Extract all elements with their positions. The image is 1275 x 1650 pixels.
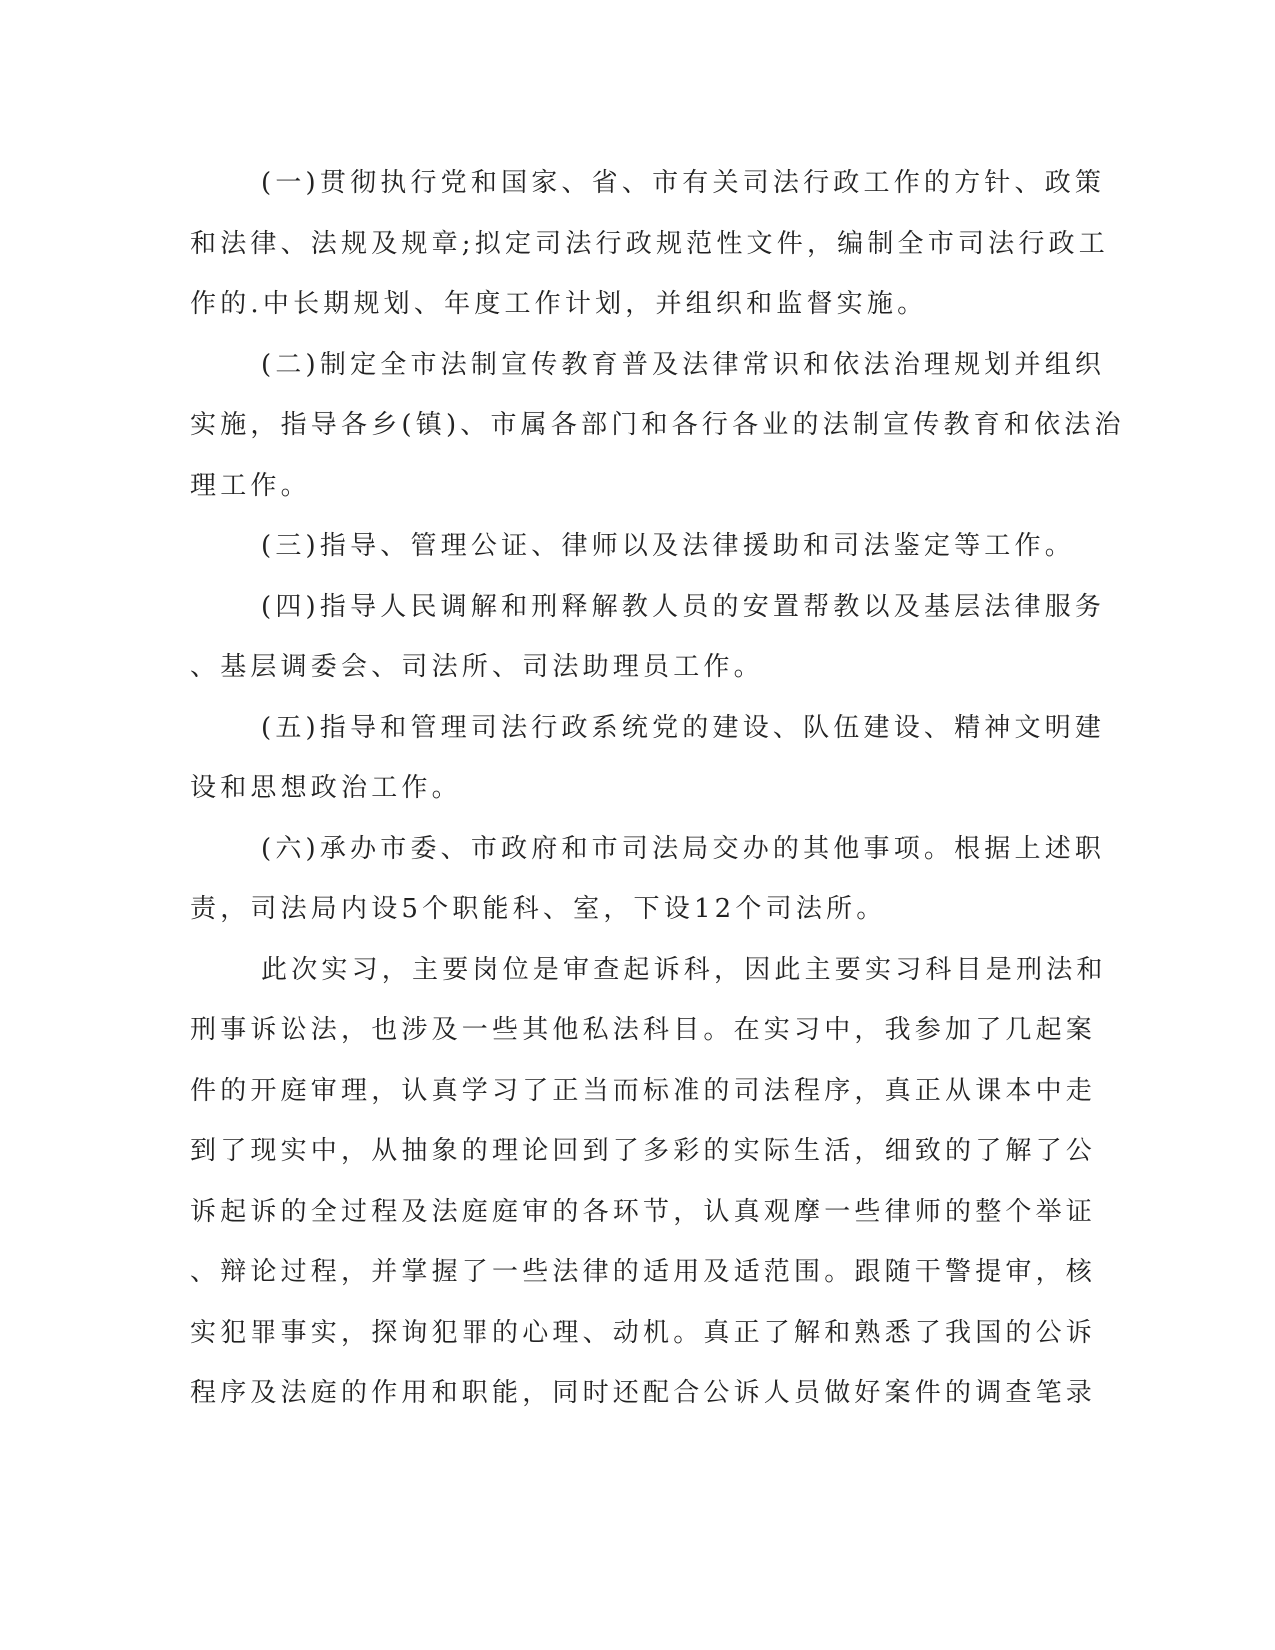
paragraph-6-line-2: 责，司法局内设5个职能科、室，下设12个司法所。	[190, 894, 887, 924]
paragraph-7-line-3: 件的开庭审理，认真学习了正当而标准的司法程序，真正从课本中走	[190, 1075, 1097, 1106]
paragraph-7-line-2: 刑事诉讼法，也涉及一些其他私法科目。在实习中，我参加了几起案	[190, 1015, 1097, 1045]
paragraph-4-line-2: 、基层调委会、司法所、司法助理员工作。	[190, 652, 764, 682]
paragraph-4-line-1: (四)指导人民调解和刑释解教人员的安置帮教以及基层法律服务	[261, 591, 1106, 622]
paragraph-7-line-6: 、辩论过程，并掌握了一些法律的适用及适范围。跟随干警提审，核	[190, 1257, 1097, 1287]
paragraph-7-line-1: 此次实习，主要岗位是审查起诉科，因此主要实习科目是刑法和	[261, 954, 1107, 985]
paragraph-1-line-1: (一)贯彻执行党和国家、省、市有关司法行政工作的方针、政策	[261, 168, 1106, 198]
paragraph-2-line-1: (二)制定全市法制宣传教育普及法律常识和依法治理规划并组织	[261, 349, 1106, 380]
paragraph-5-line-2: 设和思想政治工作。	[190, 773, 462, 803]
paragraph-7-line-7: 实犯罪事实，探询犯罪的心理、动机。真正了解和熟悉了我国的公诉	[190, 1317, 1097, 1348]
paragraph-7-line-8: 程序及法庭的作用和职能，同时还配合公诉人员做好案件的调查笔录	[190, 1378, 1097, 1408]
paragraph-7-line-5: 诉起诉的全过程及法庭庭审的各环节，认真观摩一些律师的整个举证	[190, 1196, 1097, 1227]
paragraph-3-line-1: (三)指导、管理公证、律师以及法律援助和司法鉴定等工作。	[261, 531, 1075, 561]
paragraph-7-line-4: 到了现实中，从抽象的理论回到了多彩的实际生活，细致的了解了公	[190, 1136, 1097, 1166]
paragraph-1-line-3: 作的.中长期规划、年度工作计划，并组织和监督实施。	[190, 289, 928, 319]
paragraph-6-line-1: (六)承办市委、市政府和市司法局交办的其他事项。根据上述职	[261, 833, 1106, 864]
document-body	[190, 163, 1125, 1434]
paragraph-1-line-2: 和法律、法规及规章;拟定司法行政规范性文件，编制全市司法行政工	[190, 228, 1109, 259]
paragraph-2-line-3: 理工作。	[190, 470, 311, 501]
paragraph-2-line-2: 实施，指导各乡(镇)、市属各部门和各行各业的法制宣传教育和依法治	[190, 410, 1125, 440]
paragraph-5-line-1: (五)指导和管理司法行政系统党的建设、队伍建设、精神文明建	[261, 712, 1106, 743]
